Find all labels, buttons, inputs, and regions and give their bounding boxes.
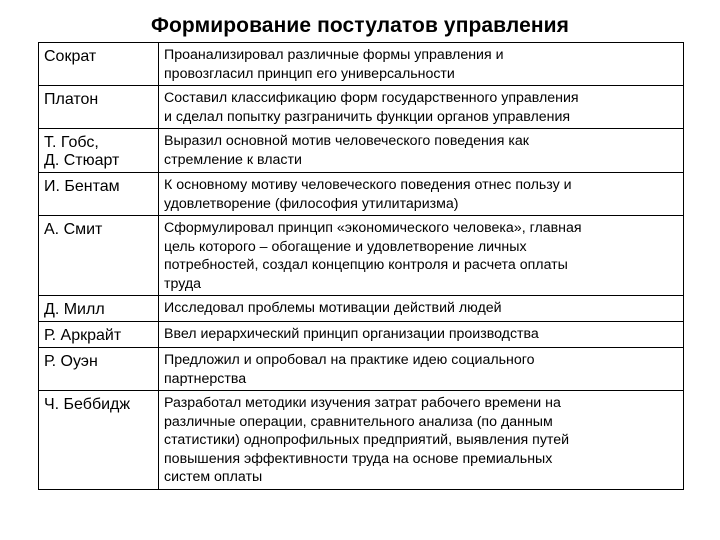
contribution-cell [159, 391, 684, 490]
person-name-cell [39, 86, 159, 129]
contribution-cell [159, 43, 684, 86]
contribution-cell [159, 348, 684, 391]
postulates-table [38, 42, 684, 490]
table-row [39, 296, 684, 322]
contribution-line: партнерства [164, 370, 247, 387]
person-name: А. Смит [44, 221, 103, 238]
contribution-cell [159, 216, 684, 296]
contribution-line: Разработал методики изучения затрат рабочего времени на [164, 395, 561, 411]
table-row [39, 43, 684, 86]
table-row [39, 173, 684, 216]
table-row [39, 391, 684, 490]
person-name: Д. Милл [44, 301, 105, 318]
person-name-cell [39, 43, 159, 86]
table-row [39, 129, 684, 173]
contribution-line: Предложил и опробовал на практике идею социального [164, 352, 535, 368]
contribution-line: цель которого – обогащение и удовлетворение личных [164, 238, 527, 255]
contribution-line: Составил классификацию форм государственного управления [164, 90, 579, 106]
person-name: Ч. Беббидж [44, 396, 131, 413]
contribution-line: потребностей, создал концепцию контроля и расчета оплаты [164, 257, 568, 273]
person-name-cell [39, 391, 159, 490]
table-row [39, 348, 684, 391]
person-name: Т. Гобс, [44, 134, 99, 151]
person-name-cell [39, 216, 159, 296]
contribution-line: систем оплаты [164, 469, 263, 485]
contribution-line: Исследовал проблемы мотивации действий людей [164, 300, 502, 316]
contribution-line: стремление к власти [164, 151, 302, 168]
contribution-cell [159, 173, 684, 216]
table-row [39, 216, 684, 296]
contribution-line: статистики) однопрофильных предприятий, выявления путей [164, 432, 570, 448]
page-title: Формирование постулатов управления [150, 14, 570, 37]
contribution-cell [159, 129, 684, 173]
contribution-line: Выразил основной мотив человеческого поведения как [164, 133, 529, 149]
person-name-cell [39, 129, 159, 173]
person-name: Сократ [44, 48, 97, 65]
person-name-cell [39, 322, 159, 348]
contribution-line: повышения эффективности труда на основе премиальных [164, 450, 553, 467]
contribution-line: провозгласил принцип его универсальности [164, 65, 455, 82]
contribution-cell [159, 296, 684, 322]
person-name: Платон [44, 91, 99, 108]
contribution-cell [159, 322, 684, 348]
contribution-line: и сделал попытку разграничить функции органов управления [164, 108, 571, 125]
person-name-cell [39, 296, 159, 322]
contribution-line: различные операции, сравнительного анализа (по данным [164, 413, 553, 430]
person-name-cell [39, 348, 159, 391]
person-name: Р. Аркрайт [44, 327, 122, 344]
person-name: Д. Стюарт [44, 152, 120, 169]
contribution-line: удовлетворение (философия утилитаризма) [164, 195, 459, 212]
contribution-line: Сформулировал принцип «экономического человека», главная [164, 220, 582, 236]
contribution-line: Проанализировал различные формы управления и [164, 47, 504, 63]
table-row [39, 86, 684, 129]
contribution-line: Ввел иерархический принцип организации производства [164, 326, 539, 342]
person-name: Р. Оуэн [44, 353, 98, 370]
contribution-line: К основному мотиву человеческого поведения отнес пользу и [164, 177, 572, 193]
contribution-cell [159, 86, 684, 129]
table-row [39, 322, 684, 348]
person-name: И. Бентам [44, 178, 120, 195]
contribution-line: труда [164, 275, 202, 292]
person-name-cell [39, 173, 159, 216]
